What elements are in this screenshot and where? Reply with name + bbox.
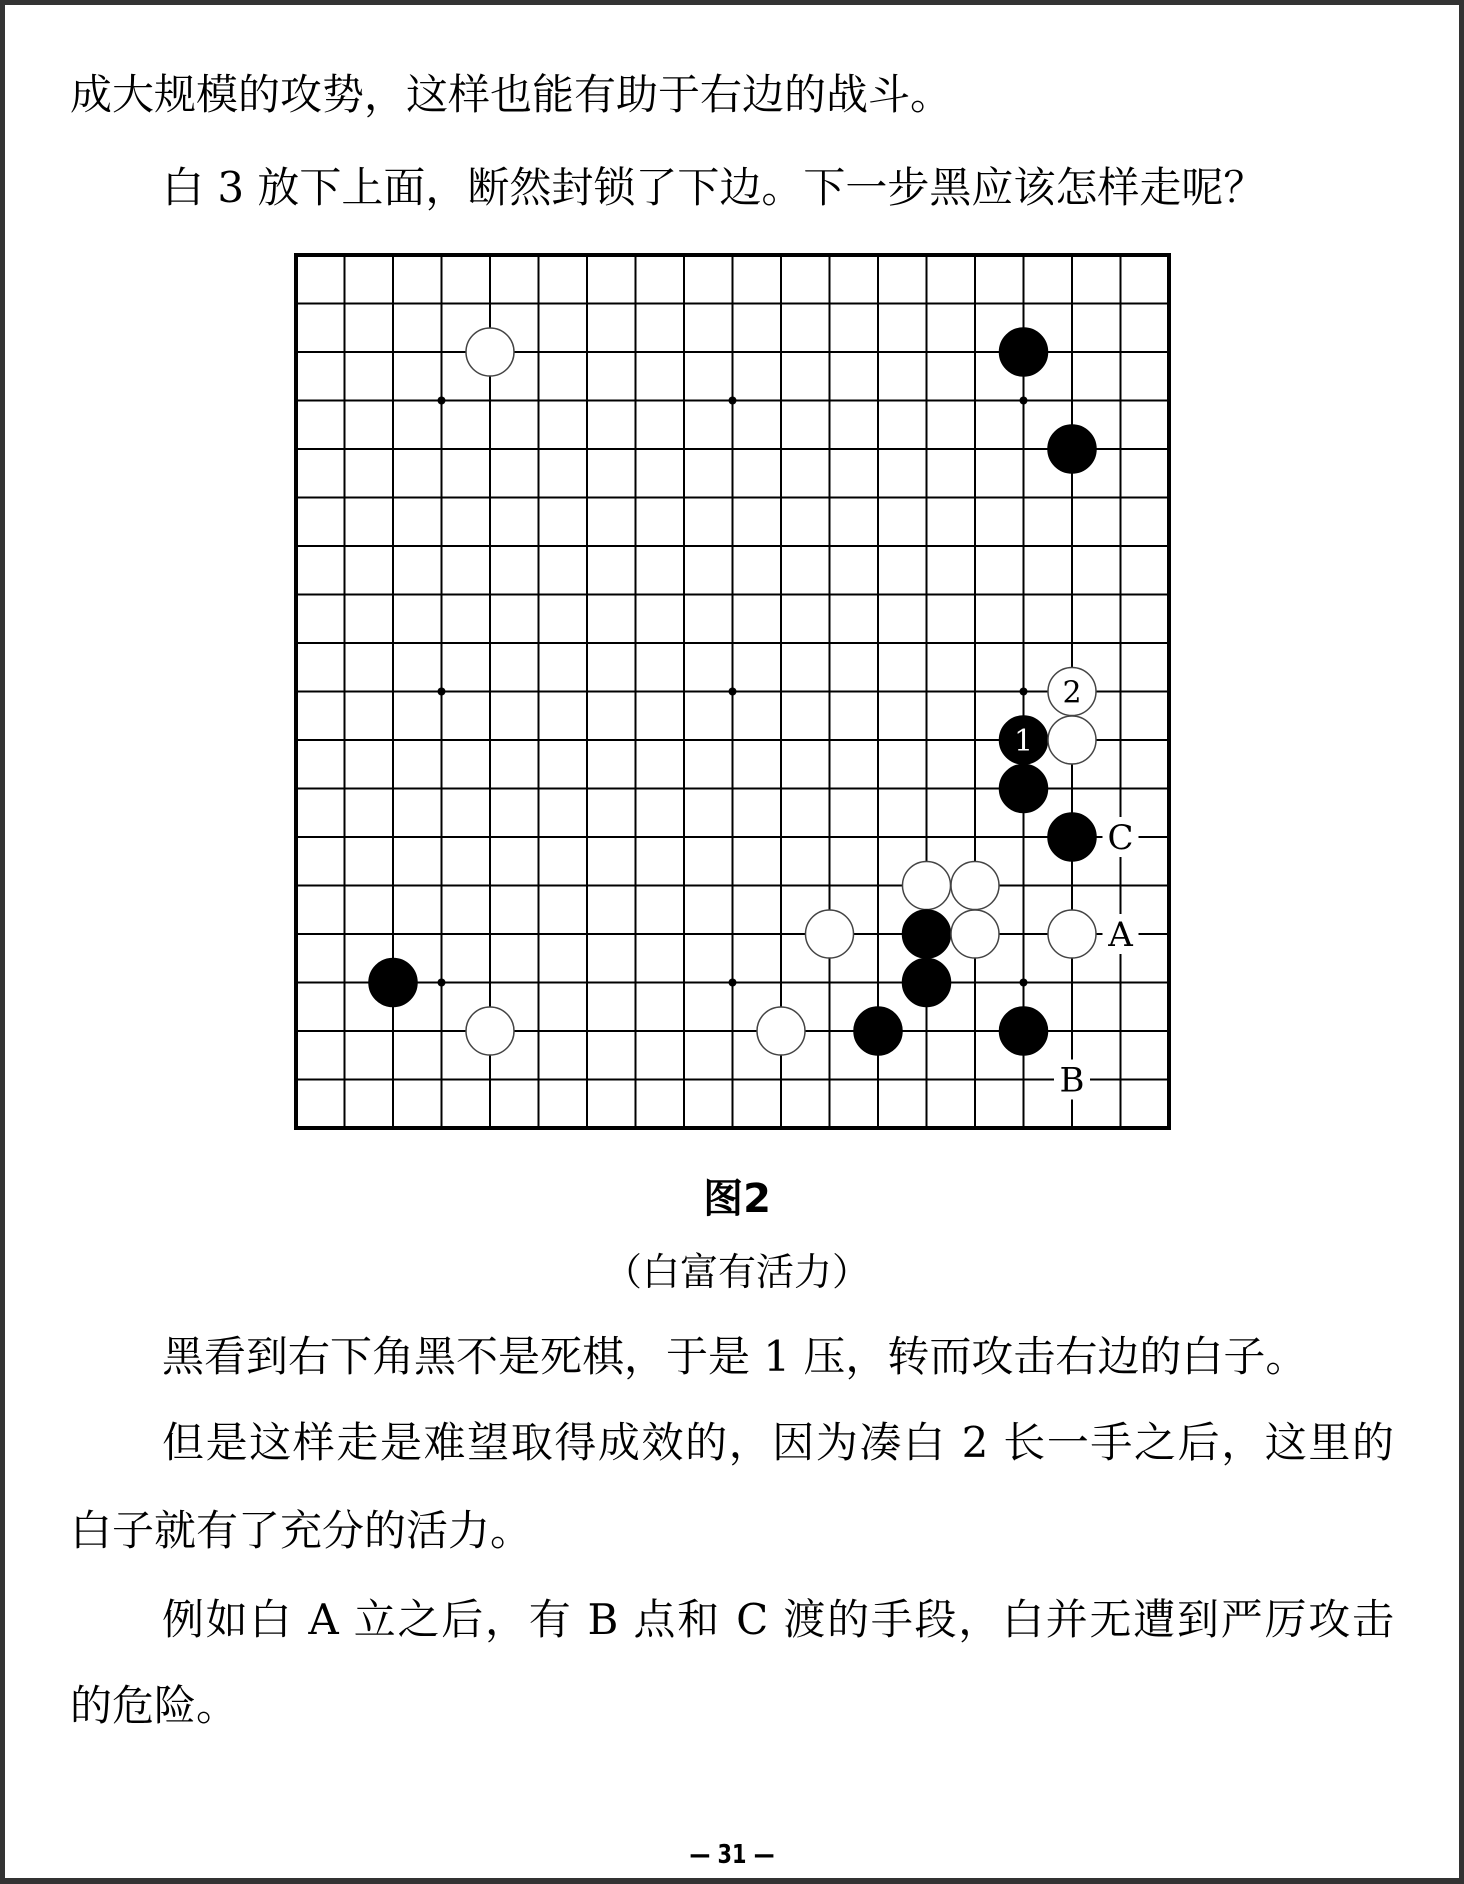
white-stone [903, 862, 951, 910]
text-line: 白子就有了充分的活力。 [70, 1506, 533, 1555]
black-stone [903, 959, 951, 1007]
page-number: — 31 — [689, 1840, 775, 1870]
board-mark-a: A [1108, 915, 1133, 955]
white-stone [951, 910, 999, 958]
text-line: 成大规模的攻势，这样也能有助于右边的战斗。 [70, 70, 953, 119]
star-point [1020, 979, 1028, 987]
figure-title: 图2 [703, 1176, 771, 1222]
text-line: 的危险。 [70, 1681, 239, 1730]
text-line: 但是这样走是难望取得成效的，因为凑白 2 长一手之后，这里的 [162, 1418, 1394, 1467]
black-stone [1000, 328, 1048, 376]
white-stone [951, 862, 999, 910]
white-stone [757, 1007, 805, 1055]
board-mark-b: B [1059, 1060, 1085, 1101]
star-point [729, 397, 737, 405]
star-point [729, 979, 737, 987]
star-point [1020, 397, 1028, 405]
figure-subtitle: （白富有活力） [603, 1250, 870, 1294]
star-point [438, 397, 446, 405]
move-number: 2 [1062, 675, 1082, 711]
black-stone [854, 1007, 902, 1055]
star-point [438, 979, 446, 987]
black-stone [1048, 425, 1096, 473]
star-point [1020, 688, 1028, 696]
book-page [5, 5, 1459, 1878]
star-point [729, 688, 737, 696]
move-number: 1 [1013, 724, 1034, 759]
white-stone [466, 328, 514, 376]
black-stone [369, 959, 417, 1007]
board-mark-c: C [1107, 818, 1134, 858]
text-line: 白 3 放下上面，断然封锁了下边。下一步黑应该怎样走呢？ [162, 163, 1266, 212]
white-stone [806, 910, 854, 958]
text-line: 黑看到右下角黑不是死棋，于是 1 压，转而攻击右边的白子。 [162, 1332, 1308, 1381]
go-board-diagram [5, 5, 1464, 1165]
black-stone [903, 910, 951, 958]
black-stone [1048, 813, 1096, 861]
white-stone [1048, 716, 1096, 764]
white-stone [466, 1007, 514, 1055]
text-line: 例如白 A 立之后，有 B 点和 C 渡的手段，白并无遭到严厉攻击 [162, 1595, 1394, 1644]
white-stone [1048, 910, 1096, 958]
black-stone [1000, 765, 1048, 813]
black-stone [1000, 1007, 1048, 1055]
star-point [438, 688, 446, 696]
